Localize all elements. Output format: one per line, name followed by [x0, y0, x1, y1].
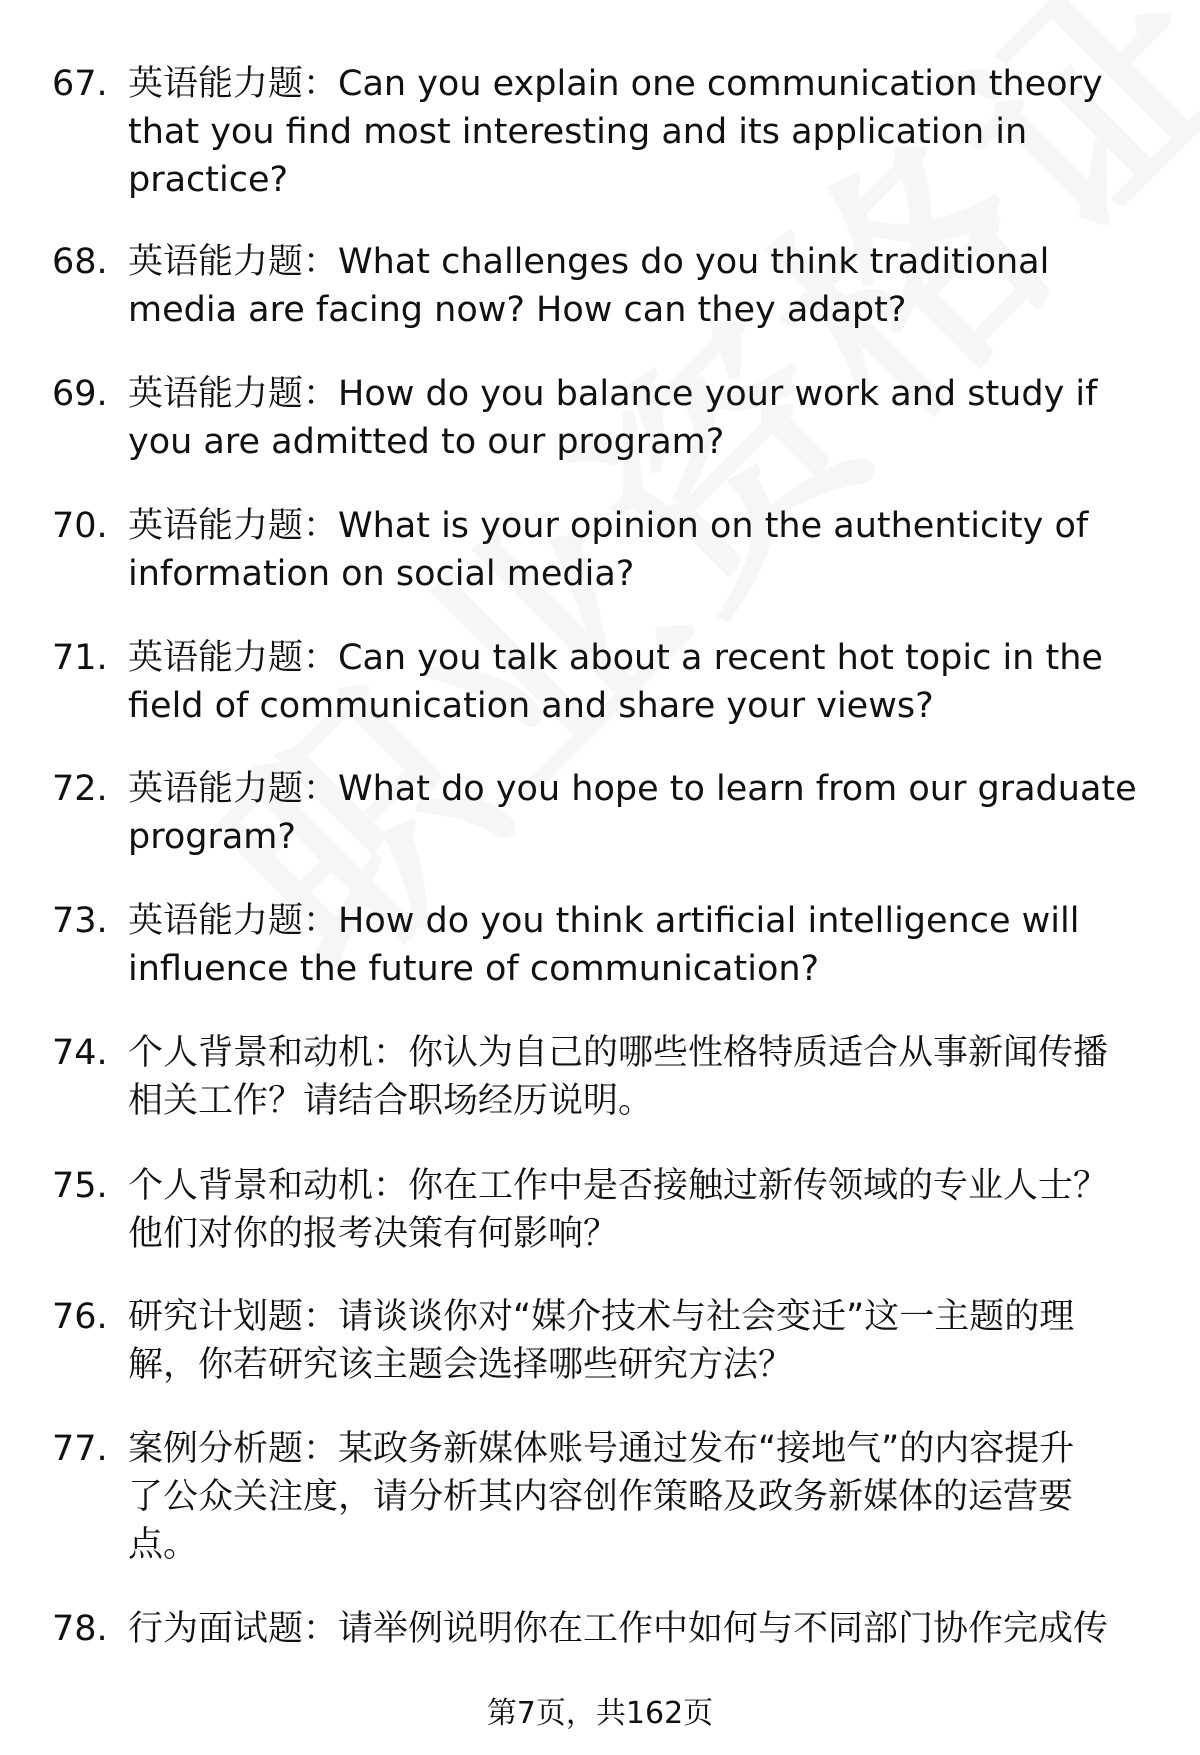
question-number: 77.	[52, 1429, 108, 1469]
question-number: 71.	[52, 638, 108, 678]
question-text-line: 英语能力题：How do you think artificial intelligence will	[128, 901, 1080, 941]
question-number: 72.	[52, 769, 108, 809]
question-text-line: 英语能力题：Can you talk about a recent hot topic in the	[128, 638, 1103, 678]
page-number-footer: 第7页，共162页	[486, 1696, 714, 1731]
question-text-line: 解，你若研究该主题会选择哪些研究方法？	[128, 1345, 794, 1385]
question-text-line: 英语能力题：Can you explain one communication theory	[128, 64, 1103, 104]
question-text-line: media are facing now? How can they adapt?	[128, 290, 907, 330]
question-text-line: 他们对你的报考决策有何影响？	[128, 1214, 619, 1254]
question-text-line: 案例分析题：某政务新媒体账号通过发布“接地气”的内容提升	[128, 1429, 1075, 1469]
question-text-line: you are admitted to our program?	[128, 422, 725, 462]
question-text-line: 了公众关注度，请分析其内容创作策略及政务新媒体的运营要	[128, 1477, 1074, 1517]
question-number: 76.	[52, 1297, 108, 1337]
question-number: 74.	[52, 1033, 108, 1073]
question-text-line: 点。	[128, 1525, 199, 1565]
question-text-line: 行为面试题：请举例说明你在工作中如何与不同部门协作完成传	[128, 1609, 1109, 1649]
question-text-line: that you find most interesting and its application in	[128, 112, 1028, 152]
question-text-line: 英语能力题：How do you balance your work and study if	[128, 374, 1098, 414]
question-text-line: 英语能力题：What do you hope to learn from our graduate	[128, 769, 1137, 809]
question-number: 73.	[52, 901, 108, 941]
question-text-line: practice?	[128, 160, 289, 200]
question-text-line: influence the future of communication?	[128, 949, 820, 989]
question-text-line: 个人背景和动机：你在工作中是否接触过新传领域的专业人士？	[128, 1166, 1109, 1206]
question-number: 75.	[52, 1166, 108, 1206]
question-number: 67.	[52, 64, 108, 104]
question-number: 69.	[52, 374, 108, 414]
question-text-line: 英语能力题：What is your opinion on the authenticity of	[128, 506, 1089, 546]
question-text-line: 个人背景和动机：你认为自己的哪些性格特质适合从事新闻传播	[128, 1033, 1109, 1073]
question-text-line: 英语能力题：What challenges do you think traditional	[128, 242, 1050, 282]
question-number: 78.	[52, 1609, 108, 1649]
question-text-line: information on social media?	[128, 554, 635, 594]
question-number: 68.	[52, 242, 108, 282]
question-text-line: 研究计划题：请谈谈你对“媒介技术与社会变迁”这一主题的理	[128, 1297, 1075, 1337]
question-text-line: 相关工作？请结合职场经历说明。	[128, 1081, 654, 1121]
question-number: 70.	[52, 506, 108, 546]
question-text-line: field of communication and share your views?	[128, 686, 934, 726]
question-text-line: program?	[128, 817, 296, 857]
